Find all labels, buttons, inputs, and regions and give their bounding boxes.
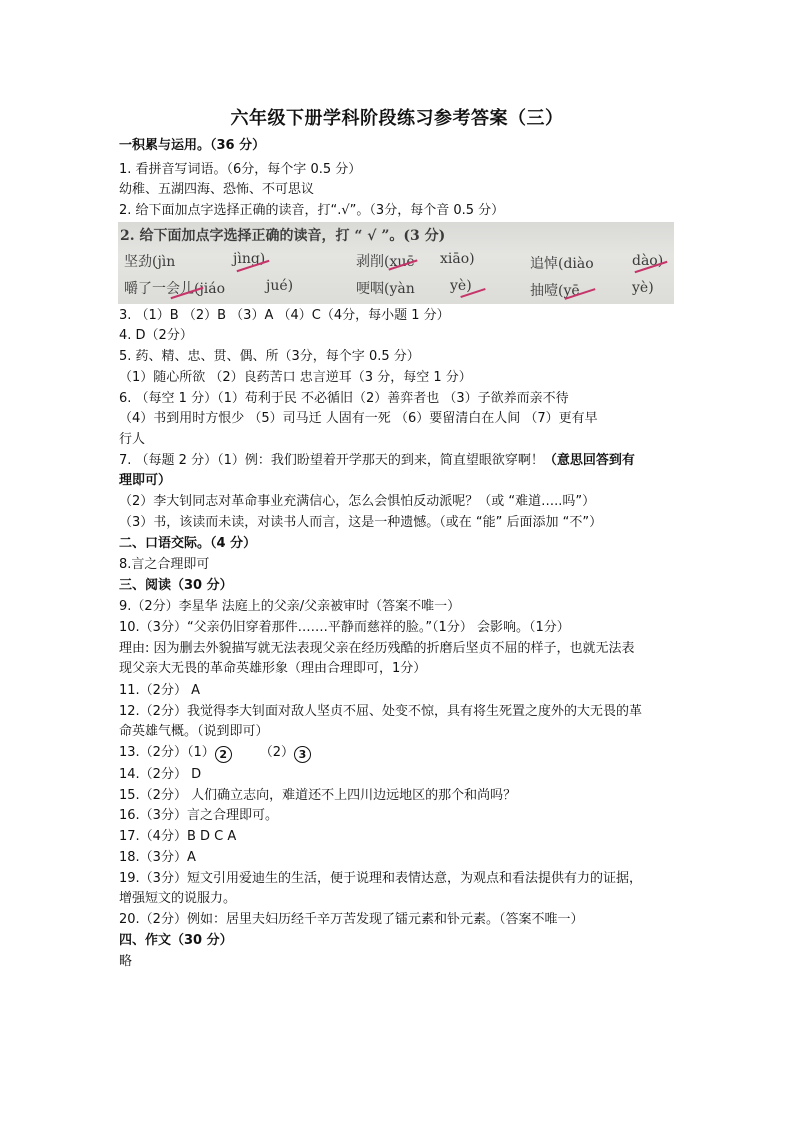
q19-answer-2: 增强短文的说服力。 [119,891,237,906]
q6-answer: 6. （每空 1 分）（1）苟利于民 不必循旧（2）善弈者也 （3）子欲养而亲不待 [119,391,569,406]
q14-answer: 14.（2分） D [119,767,202,782]
q7-note-cont: 理即可） [119,473,172,488]
q18-answer: 18.（3分）A [119,850,196,865]
section-heading-2: 二、口语交际。（4 分） [119,536,257,551]
q13-mid: （2） [259,745,294,760]
photo-item: 嚼了一会儿(jiáo [124,281,226,297]
photo-item: jìng) [233,251,266,267]
q7-bold-note: （意思回答到有 [543,453,635,468]
q15-answer: 15.（2分） 人们确立志向，难道还不上四川边远地区的那个和尚吗？ [119,788,517,803]
q13-text: 13.（2分）（1） [119,745,215,760]
section-heading-3: 三、阅读（30 分） [119,578,233,593]
q16-answer: 16.（3分）言之合理即可。 [119,808,278,823]
circled-number: 2 [215,746,232,763]
q1-answer: 幼稚、五湖四海、恐怖、不可思议 [119,182,315,197]
q8-answer: 8.言之合理即可 [119,557,210,572]
essay-answer: 略 [119,954,133,969]
photo-item: jué) [266,278,294,294]
q10-answer-2: 理由: 因为删去外貌描写就无法表现父亲在经历残酷的折磨后坚贞不屈的样子，也就无法表 [119,641,635,656]
q19-answer: 19.（3分）短文引用爱迪生的生活，便于说理和表情达意，为观点和看法提供有力的证据， [119,871,642,886]
q3-answer: 3. （1）B （2）B （3）A （4）C（4分，每小题 1 分） [119,308,450,323]
q5-answer: 5. 药、精、忠、贯、偶、所（3分，每个字 0.5 分） [119,349,420,364]
q12-answer: 12.（2分）我觉得李大钊面对敌人坚贞不屈、处变不惊，具有将生死置之度外的大无畏的革 [119,704,642,719]
photo-item: yè) [450,278,472,294]
q7-answer-2: （2）李大钊同志对革命事业充满信心，怎么会惧怕反动派呢？（或 “难道…..吗”） [119,494,596,509]
q20-answer: 20.（2分）例如：居里夫妇历经千辛万苦发现了镭元素和钋元素。（答案不唯一） [119,912,584,927]
q10-answer: 10.（3分）“父亲仍旧穿着那件…….平静而慈祥的脸。”（1分） 会影响。（1分） [119,620,570,635]
section-heading-4: 四、作文（30 分） [119,933,233,948]
q6-answer-3: 行人 [119,432,146,447]
section-heading-1: 一积累与运用。（36 分） [119,138,266,153]
q7-answer [119,451,689,471]
photo-item: 抽噎(yē [530,283,580,299]
q11-answer: 11.（2分） A [119,683,200,698]
photo-item: yè) [632,280,654,296]
photo-item: 剥削(xuē [356,254,415,270]
q4-answer: 4. D（2分） [119,328,193,343]
q2-heading: 2. 给下面加点字选择正确的读音，打“.√”。（3分，每个音 0.5 分） [119,203,505,218]
photo-heading: 2. 给下面加点字选择正确的读音，打 “ √ ”。(3 分) [120,228,446,244]
photo-item: 坚劲(jìn [124,254,176,270]
q7-text: 7. （每题 2 分）（1）例：我们盼望着开学那天的到来，简直望眼欲穿啊！ [119,453,544,468]
answer-photo [118,222,674,304]
q6-answer-2: （4）书到用时方恨少 （5）司马迁 人固有一死 （6）要留清白在人间 （7）更有早 [119,411,598,426]
page-title: 六年级下册学科阶段练习参考答案（三） [230,108,564,129]
q17-answer: 17.（4分）B D C A [119,829,237,844]
circled-number: 3 [294,746,311,763]
q9-answer: 9.（2分）李星华 法庭上的父亲/父亲被审时（答案不唯一） [119,599,461,614]
q13-answer [119,743,689,763]
photo-item: 追悼(diào [530,256,594,272]
q10-answer-3: 现父亲大无畏的革命英雄形象（理由合理即可，1分） [119,661,427,676]
q1-heading: 1. 看拼音写词语。（6分，每个字 0.5 分） [119,162,362,177]
photo-item: dào) [632,253,664,269]
q7-answer-3: （3）书，该读而未读，对读书人而言，这是一种遗憾。（或在 “能” 后面添加 “不”） [119,515,603,530]
photo-item: 哽咽(yàn [356,281,415,297]
q12-answer-2: 命英雄气概。（说到即可） [119,724,269,739]
q5-answer-2: （1）随心所欲 （2）良药苦口 忠言逆耳（3 分，每空 1 分） [119,370,472,385]
photo-item: xiāo) [440,251,475,267]
